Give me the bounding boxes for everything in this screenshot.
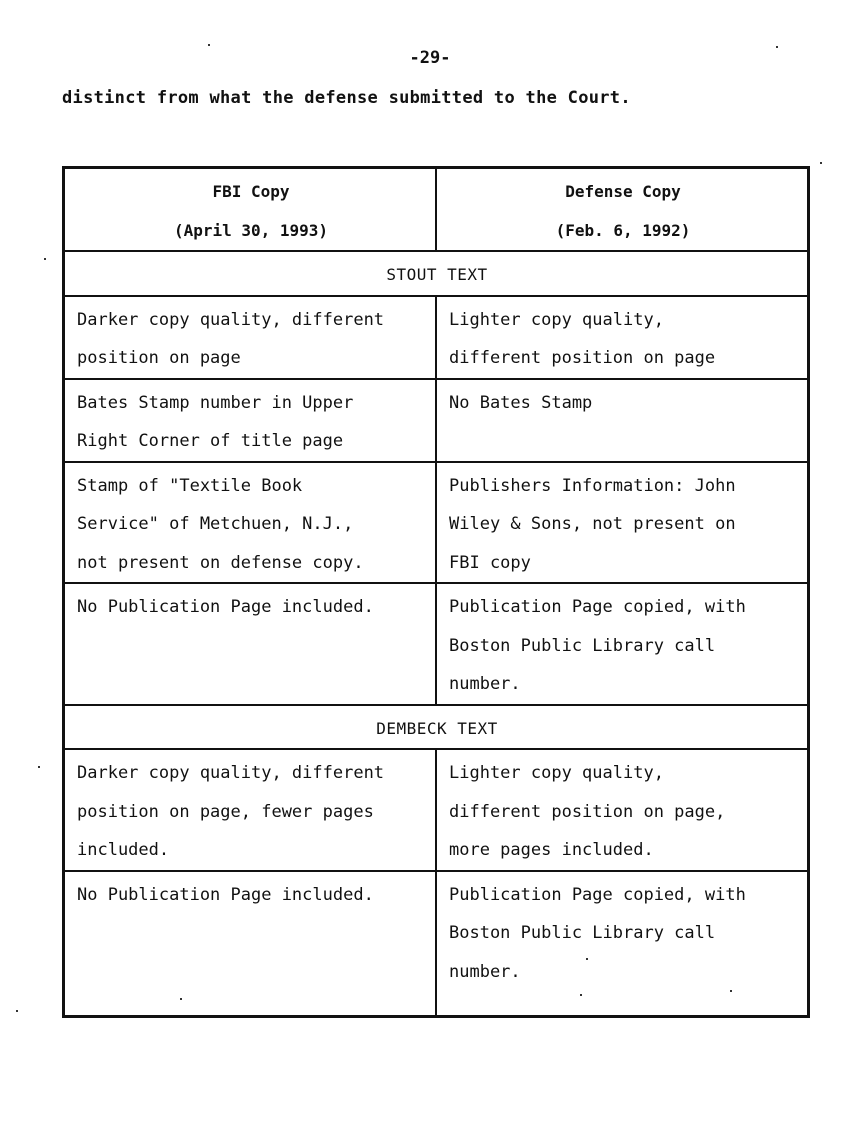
fbi-cell	[64, 749, 437, 871]
cell-line: FBI copy	[449, 552, 531, 573]
intro-text: distinct from what the defense submitted to the Court.	[62, 88, 631, 108]
cell-line: Stamp of "Textile Book	[77, 475, 303, 496]
cell-line: Boston Public Library call	[449, 923, 716, 943]
cell-line: Lighter copy quality,	[449, 763, 664, 783]
cell-line: Wiley & Sons, not present on	[449, 514, 736, 534]
cell-line: No Bates Stamp	[449, 392, 593, 413]
table-row	[64, 379, 809, 462]
cell-line: Publication Page copied, with	[449, 884, 746, 905]
fbi-copy-title: FBI Copy	[212, 182, 290, 201]
defense-cell	[436, 583, 809, 705]
cell-line: not present on defense copy.	[77, 552, 364, 573]
cell-line: Bates Stamp number in Upper	[77, 392, 354, 413]
fbi-cell	[64, 296, 437, 379]
defense-cell	[436, 749, 809, 871]
defense-cell	[436, 379, 809, 462]
cell-line: No Publication Page included.	[77, 884, 374, 905]
section-heading-stout: STOUT TEXT	[64, 251, 809, 296]
defense-cell	[436, 462, 809, 584]
cell-line: Boston Public Library call	[449, 635, 716, 656]
cell-line: Darker copy quality, different	[77, 763, 385, 783]
table-row	[64, 583, 809, 705]
cell-line: more pages included.	[449, 840, 654, 860]
cell-line: No Publication Page included.	[77, 597, 374, 617]
comparison-table	[62, 166, 810, 1018]
fbi-copy-header	[64, 168, 437, 252]
fbi-cell	[64, 462, 437, 584]
fbi-cell	[64, 871, 437, 1017]
page-number: -29-	[409, 48, 451, 68]
section-heading-dembeck: DEMBECK TEXT	[64, 705, 809, 750]
cell-line: number.	[449, 961, 521, 982]
cell-line: included.	[77, 840, 170, 860]
cell-line: Darker copy quality, different	[77, 309, 385, 330]
column-header-row	[64, 168, 809, 252]
table-row	[64, 749, 809, 871]
section-heading-row	[64, 705, 809, 750]
defense-cell	[436, 296, 809, 379]
fbi-cell	[64, 583, 437, 705]
cell-line: Service" of Metchuen, N.J.,	[77, 514, 354, 534]
cell-line: Publishers Information: John	[449, 475, 736, 496]
defense-copy-date: (Feb. 6, 1992)	[555, 220, 691, 240]
cell-line: position on page, fewer pages	[77, 801, 374, 822]
cell-line: number.	[449, 674, 521, 694]
defense-copy-header	[436, 168, 809, 252]
defense-copy-title: Defense Copy	[565, 182, 681, 201]
section-heading-row	[64, 251, 809, 296]
table-row	[64, 462, 809, 584]
cell-line: Publication Page copied, with	[449, 597, 746, 617]
cell-line: Right Corner of title page	[77, 431, 344, 451]
cell-line: Lighter copy quality,	[449, 309, 664, 330]
cell-line: position on page	[77, 348, 241, 368]
defense-cell	[436, 871, 809, 1017]
table-row	[64, 871, 809, 1017]
table-row	[64, 296, 809, 379]
cell-line: different position on page,	[449, 801, 726, 822]
fbi-copy-date: (April 30, 1993)	[173, 220, 329, 240]
fbi-cell	[64, 379, 437, 462]
cell-line: different position on page	[449, 348, 716, 368]
